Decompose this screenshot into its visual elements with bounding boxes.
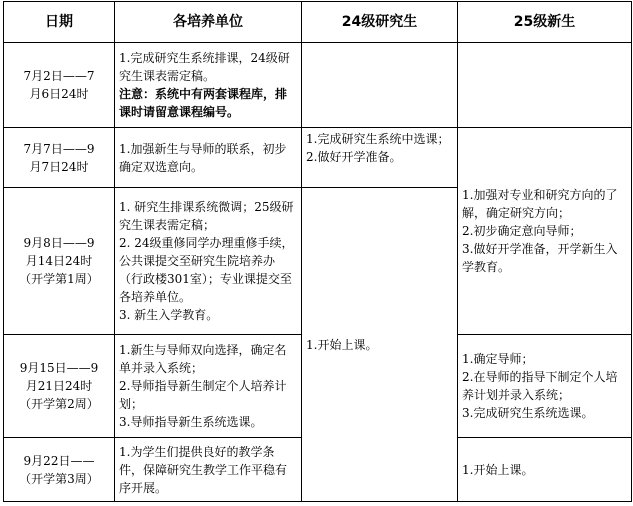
date-cell <box>4 43 115 128</box>
date-text: 月21日24时 <box>25 379 93 393</box>
date-text: 9月15日——9 <box>19 361 99 375</box>
date-cell <box>4 188 115 335</box>
grade24-text: 1.开始上课。 <box>306 337 378 352</box>
grade25-text: 3.完成研究生系统选课。 <box>462 406 594 420</box>
grade25-cell <box>458 438 632 502</box>
unit-text: 1.新生与导师双向选择，确定名单并录入系统； <box>119 343 287 375</box>
table-row <box>4 128 632 188</box>
date-text: 9月8日——9 <box>23 236 95 250</box>
schedule-table <box>3 1 632 502</box>
date-text: 7月7日——9 <box>23 141 95 156</box>
unit-text: 1. 研究生排课系统微调；25级研究生课表需定稿； <box>119 200 294 232</box>
unit-text: 1.完成研究生系统排课，24级研究生课表需定稿。 <box>119 51 290 83</box>
date-text: 7月2日——7 <box>23 69 95 83</box>
date-text: 月7日24时 <box>29 159 89 174</box>
unit-text: 2.导师指导新生制定个人培养计划； <box>119 379 287 411</box>
grade25-text: 1.确定导师； <box>462 352 534 366</box>
grade25-text: 2.初步确定意向导师； <box>462 224 582 238</box>
header-grade24: 24级研究生 <box>302 2 458 43</box>
unit-cell <box>115 188 302 335</box>
unit-cell <box>115 128 302 188</box>
grade25-text: 2.在导师的指导下制定个人培养计划并录入系统； <box>462 370 618 402</box>
unit-cell <box>115 438 302 502</box>
grade25-cell <box>458 128 632 335</box>
date-cell <box>4 335 115 438</box>
grade24-text: 1.完成研究生系统中选课； <box>306 132 450 146</box>
grade24-cell <box>302 128 458 188</box>
header-date: 日期 <box>4 2 115 43</box>
unit-text: 3. 新生入学教育。 <box>119 308 219 322</box>
date-text: （开学第2周） <box>19 397 99 411</box>
grade24-text: 2.做好开学准备。 <box>306 150 402 164</box>
unit-text: 2. 24级重修同学办理重修手续，公共课提交至研究生院培养办（行政楼301室）；专业课提交至各培养单位。 <box>119 236 294 304</box>
header-row <box>4 2 632 43</box>
unit-cell <box>115 335 302 438</box>
grade25-text: 3.做好开学准备，开学新生入学教育。 <box>462 242 618 274</box>
date-cell <box>4 128 115 188</box>
date-text: 月14日24时 <box>25 254 93 268</box>
date-text: 9月22日—— <box>23 453 95 468</box>
grade25-cell <box>458 335 632 438</box>
header-grade25: 25级新生 <box>458 2 632 43</box>
unit-note: 注意：系统中有两套课程库，排课时请留意课程编号。 <box>119 87 288 119</box>
unit-cell <box>115 43 302 128</box>
header-unit: 各培养单位 <box>115 2 302 43</box>
grade24-cell-empty <box>302 43 458 128</box>
grade25-text: 1.加强对专业和研究方向的了解，确定研究方向； <box>462 188 618 220</box>
grade25-cell-empty <box>458 43 632 128</box>
unit-text: 1.为学生们提供良好的教学条件，保障研究生教学工作平稳有序开展。 <box>119 444 288 495</box>
grade24-cell <box>302 188 458 502</box>
unit-text: 3.导师指导新生系统选课。 <box>119 415 263 429</box>
table-row <box>4 43 632 128</box>
date-text: 月6日24时 <box>29 87 89 101</box>
grade25-text: 1.开始上课。 <box>462 462 534 477</box>
unit-text: 1.加强新生与导师的联系，初步确定双选意向。 <box>119 141 287 174</box>
date-text: （开学第3周） <box>19 471 99 486</box>
date-text: （开学第1周） <box>19 272 99 286</box>
date-cell <box>4 438 115 502</box>
